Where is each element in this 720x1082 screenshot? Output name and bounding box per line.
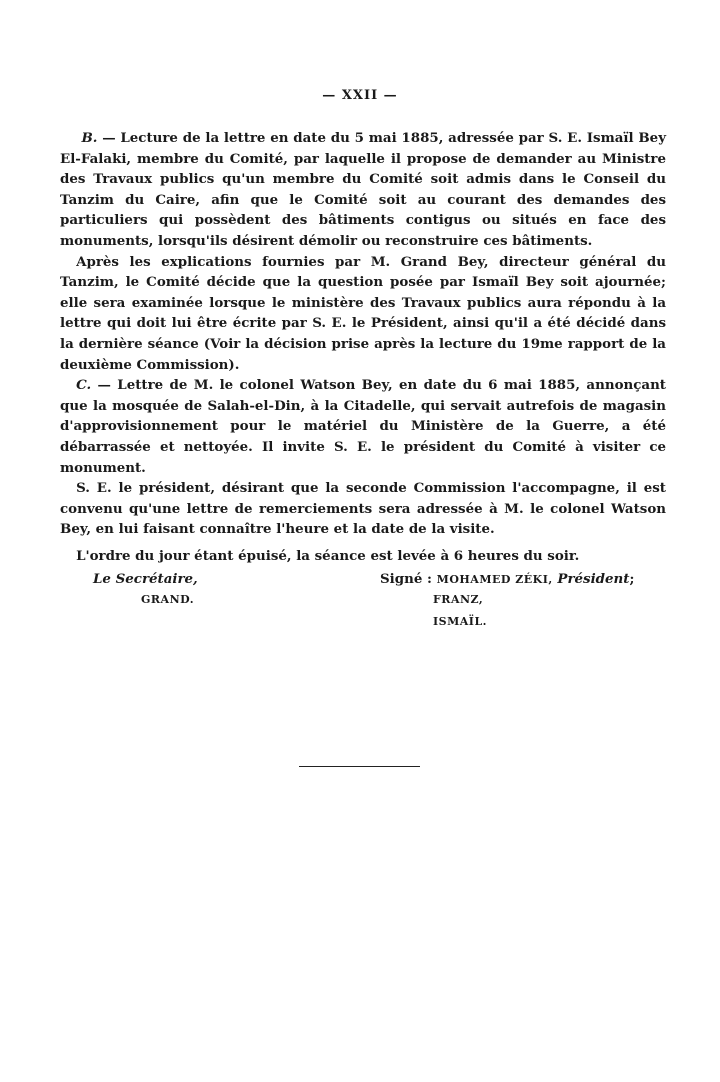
paragraph-president [60, 478, 666, 540]
president-title: Président [557, 571, 630, 587]
paragraph-text: — Lecture de la lettre en date du 5 mai 1885, adressée par S. E. Ismaïl Bey El-Falaki, membre du Comité, par laquelle il propose de demander au Ministre des Travaux publics qu'un membre du Comité soit admis dans le Conseil du Tanzim du Caire, afin que le Comité soit au courant des demandes des particuliers qui possèdent des bâtiments contigus ou situés en face des monuments, lorsqu'ils désirent démolir ou reconstruire ces bâtiments. [60, 130, 666, 249]
member-signature-franz: FRANZ, [433, 593, 484, 606]
paragraph-label-c: C. [76, 377, 92, 394]
paragraph-c [60, 375, 666, 478]
end-rule [299, 766, 420, 767]
paragraph-b [60, 128, 666, 252]
secretary-name: GRAND. [141, 593, 195, 606]
paragraph-text: Après les explications fournies par M. Grand Bey, directeur général du Tanzim, le Comité décide que la question posée par Ismaïl Bey soit ajournée; elle sera examinée lorsque le ministère des Travaux publics aura répondu à la lettre qui doit lui être écrite par S. E. le Président, ainsi qu'il a été décidé dans la dernière séance (Voir la décision prise après la lecture du 19me rapport de la deuxième Commission). [60, 253, 666, 373]
signature-block [0, 571, 720, 631]
page-number: — XXII — [322, 88, 398, 103]
paragraph-text: S. E. le président, désirant que la seconde Commission l'accompagne, il est convenu qu'une lettre de remerciements sera adressée à M. le colonel Watson Bey, en lui faisant connaître l'heure et la date de la visite. [60, 480, 666, 538]
signed-prefix: Signé : [380, 571, 437, 587]
member-signature-ismail: ISMAÏL. [433, 615, 488, 628]
paragraph-grand-bey [60, 252, 666, 376]
president-name: MOHAMED ZÉKI, [436, 573, 553, 586]
minutes-body [60, 128, 666, 566]
paragraph-label-b: B. [81, 130, 98, 146]
closing-line: L'ordre du jour étant épuisé, la séance est levée à 6 heures du soir. [76, 547, 580, 564]
signed-line [380, 571, 634, 587]
paragraph-text: — Lettre de M. le colonel Watson Bey, en date du 6 mai 1885, annonçant que la mosquée de Salah-el-Din, à la Citadelle, qui servait autrefois de magasin d'approvisionnement pour le matériel du Ministère de la Guerre, a été débarrassée et nettoyée. Il invite S. E. le président du Comité à visiter ce monument. [60, 377, 666, 476]
secretary-title: Le Secrétaire, [93, 571, 198, 587]
president-suffix: ; [629, 571, 635, 587]
